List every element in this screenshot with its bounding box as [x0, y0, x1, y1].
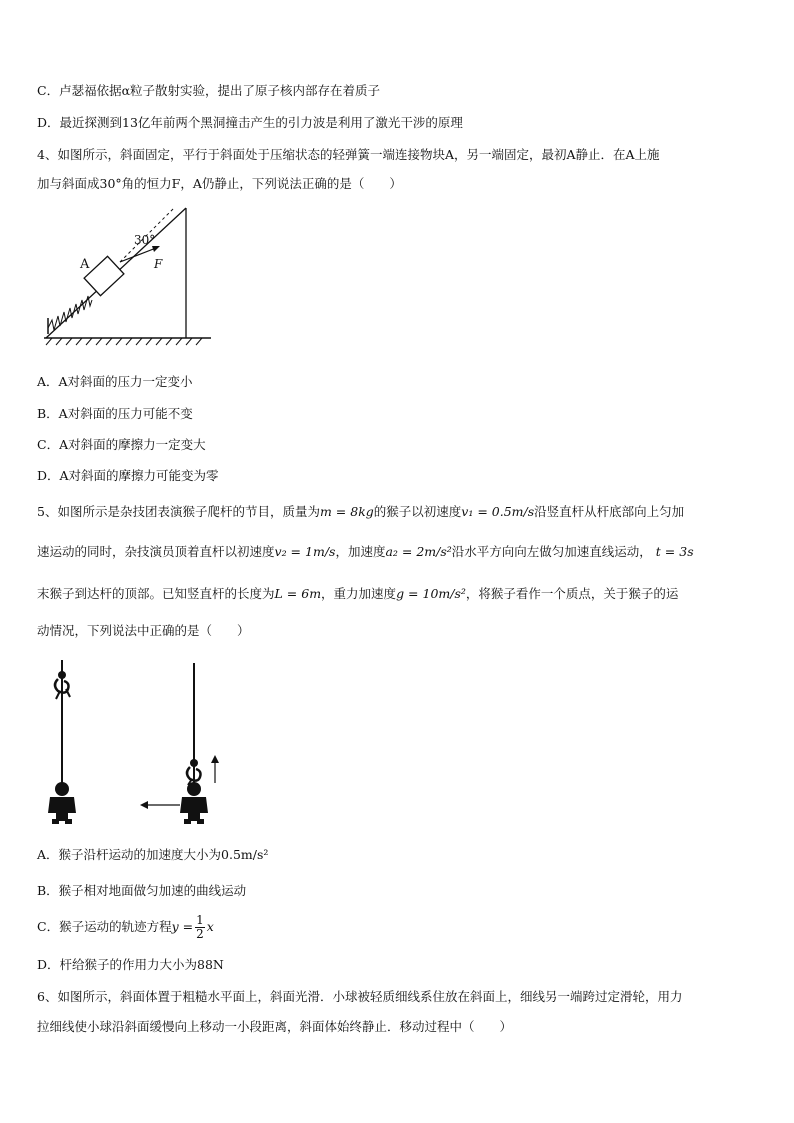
- q5-line1-c: 沿竖直杆从杆底部向上匀加: [534, 504, 685, 519]
- arrow-up-icon: [211, 755, 219, 783]
- performer-icon-right: [180, 782, 208, 824]
- q4-option-a: A．A对斜面的压力一定变小: [37, 374, 193, 389]
- q5-line3-a: 末猴子到达杆的顶部。已知竖直杆的长度为: [37, 586, 275, 601]
- q5-mass: m = 8kg: [319, 504, 374, 519]
- q5-option-d-text: D．杆给猴子的作用力大小为: [37, 957, 198, 972]
- q5-option-c: [37, 914, 214, 941]
- q3-option-d: D．最近探测到13亿年前两个黑洞撞击产生的引力波是利用了激光干涉的原理: [37, 115, 463, 130]
- q5-t: t = 3s: [655, 544, 694, 559]
- q5-line1-a: 5、如图所示是杂技团表演猴子爬杆的节目，质量为: [37, 504, 320, 519]
- q4-force-label: F: [154, 257, 163, 271]
- q5-option-c-fraction: [195, 914, 205, 941]
- q5-stem-line1: [37, 503, 684, 521]
- q4-option-d: D．A对斜面的摩擦力可能变为零: [37, 468, 219, 483]
- q3-option-c: C．卢瑟福依据α粒子散射实验，提出了原子核内部存在着质子: [37, 83, 381, 98]
- q5-a2: a₂ = 2m/s²: [385, 544, 452, 559]
- q5-monkey-figure: [38, 655, 238, 835]
- q6-stem-line2: 拉细线使小球沿斜面缓慢向上移动一小段距离，斜面体始终静止．移动过程中（ ）: [37, 1019, 513, 1034]
- q6-stem-line1: 6、如图所示，斜面体置于粗糙水平面上，斜面光滑．小球被轻质细线系住放在斜面上，细线另一端跨过定滑轮，用力: [37, 989, 683, 1004]
- q5-option-d: [37, 956, 224, 974]
- q5-line1-b: 的猴子以初速度: [373, 504, 462, 519]
- q5-option-a: [37, 846, 268, 864]
- q5-line3-c: ，将猴子看作一个质点，关于猴子的运: [465, 586, 679, 601]
- performer-icon-left: [48, 782, 76, 824]
- q5-L: L = 6m: [274, 586, 322, 601]
- q5-frac-num: 1: [196, 913, 204, 927]
- q5-v2: v₂ = 1m/s: [274, 544, 336, 559]
- q4-stem-line1: 4、如图所示，斜面固定，平行于斜面处于压缩状态的轻弹簧一端连接物块A，另一端固定，最初A静止．在A上施: [37, 147, 660, 162]
- q5-frac-den: 2: [196, 927, 204, 941]
- q5-g: g = 10m/s²: [396, 586, 466, 601]
- q5-option-a-value: 0.5m/s²: [221, 847, 269, 862]
- q5-option-c-lhs: y =: [171, 919, 194, 934]
- q4-block-label: A: [80, 257, 90, 272]
- q4-incline-figure: [36, 200, 216, 360]
- q5-option-c-var: x: [206, 919, 214, 934]
- q5-stem-line4: 动情况，下列说法中正确的是（ ）: [37, 623, 250, 638]
- q5-stem-line2: [37, 543, 694, 561]
- q4-stem-line2: 加与斜面成30°角的恒力F，A仍静止，下列说法正确的是（ ）: [37, 176, 402, 191]
- q5-line3-b: ，重力加速度: [321, 586, 397, 601]
- q4-option-c: C．A对斜面的摩擦力一定变大: [37, 437, 206, 452]
- q5-line2-a: 速运动的同时，杂技演员顶着直杆以初速度: [37, 544, 275, 559]
- q4-option-b: B．A对斜面的压力可能不变: [37, 406, 193, 421]
- q5-option-d-value: 88N: [197, 957, 224, 972]
- q4-angle-label: 30°: [134, 233, 156, 247]
- q5-option-c-text: C．猴子运动的轨迹方程: [37, 919, 172, 934]
- q5-option-b: B．猴子相对地面做匀加速的曲线运动: [37, 883, 247, 898]
- arrow-left-icon: [140, 801, 180, 809]
- q5-v1: v₁ = 0.5m/s: [461, 504, 535, 519]
- q5-stem-line3: [37, 585, 678, 603]
- q5-line2-c: 沿水平方向向左做匀加速直线运动，: [451, 544, 652, 559]
- q5-line2-b: ，加速度: [335, 544, 386, 559]
- q5-option-a-text: A．猴子沿杆运动的加速度大小为: [37, 847, 222, 862]
